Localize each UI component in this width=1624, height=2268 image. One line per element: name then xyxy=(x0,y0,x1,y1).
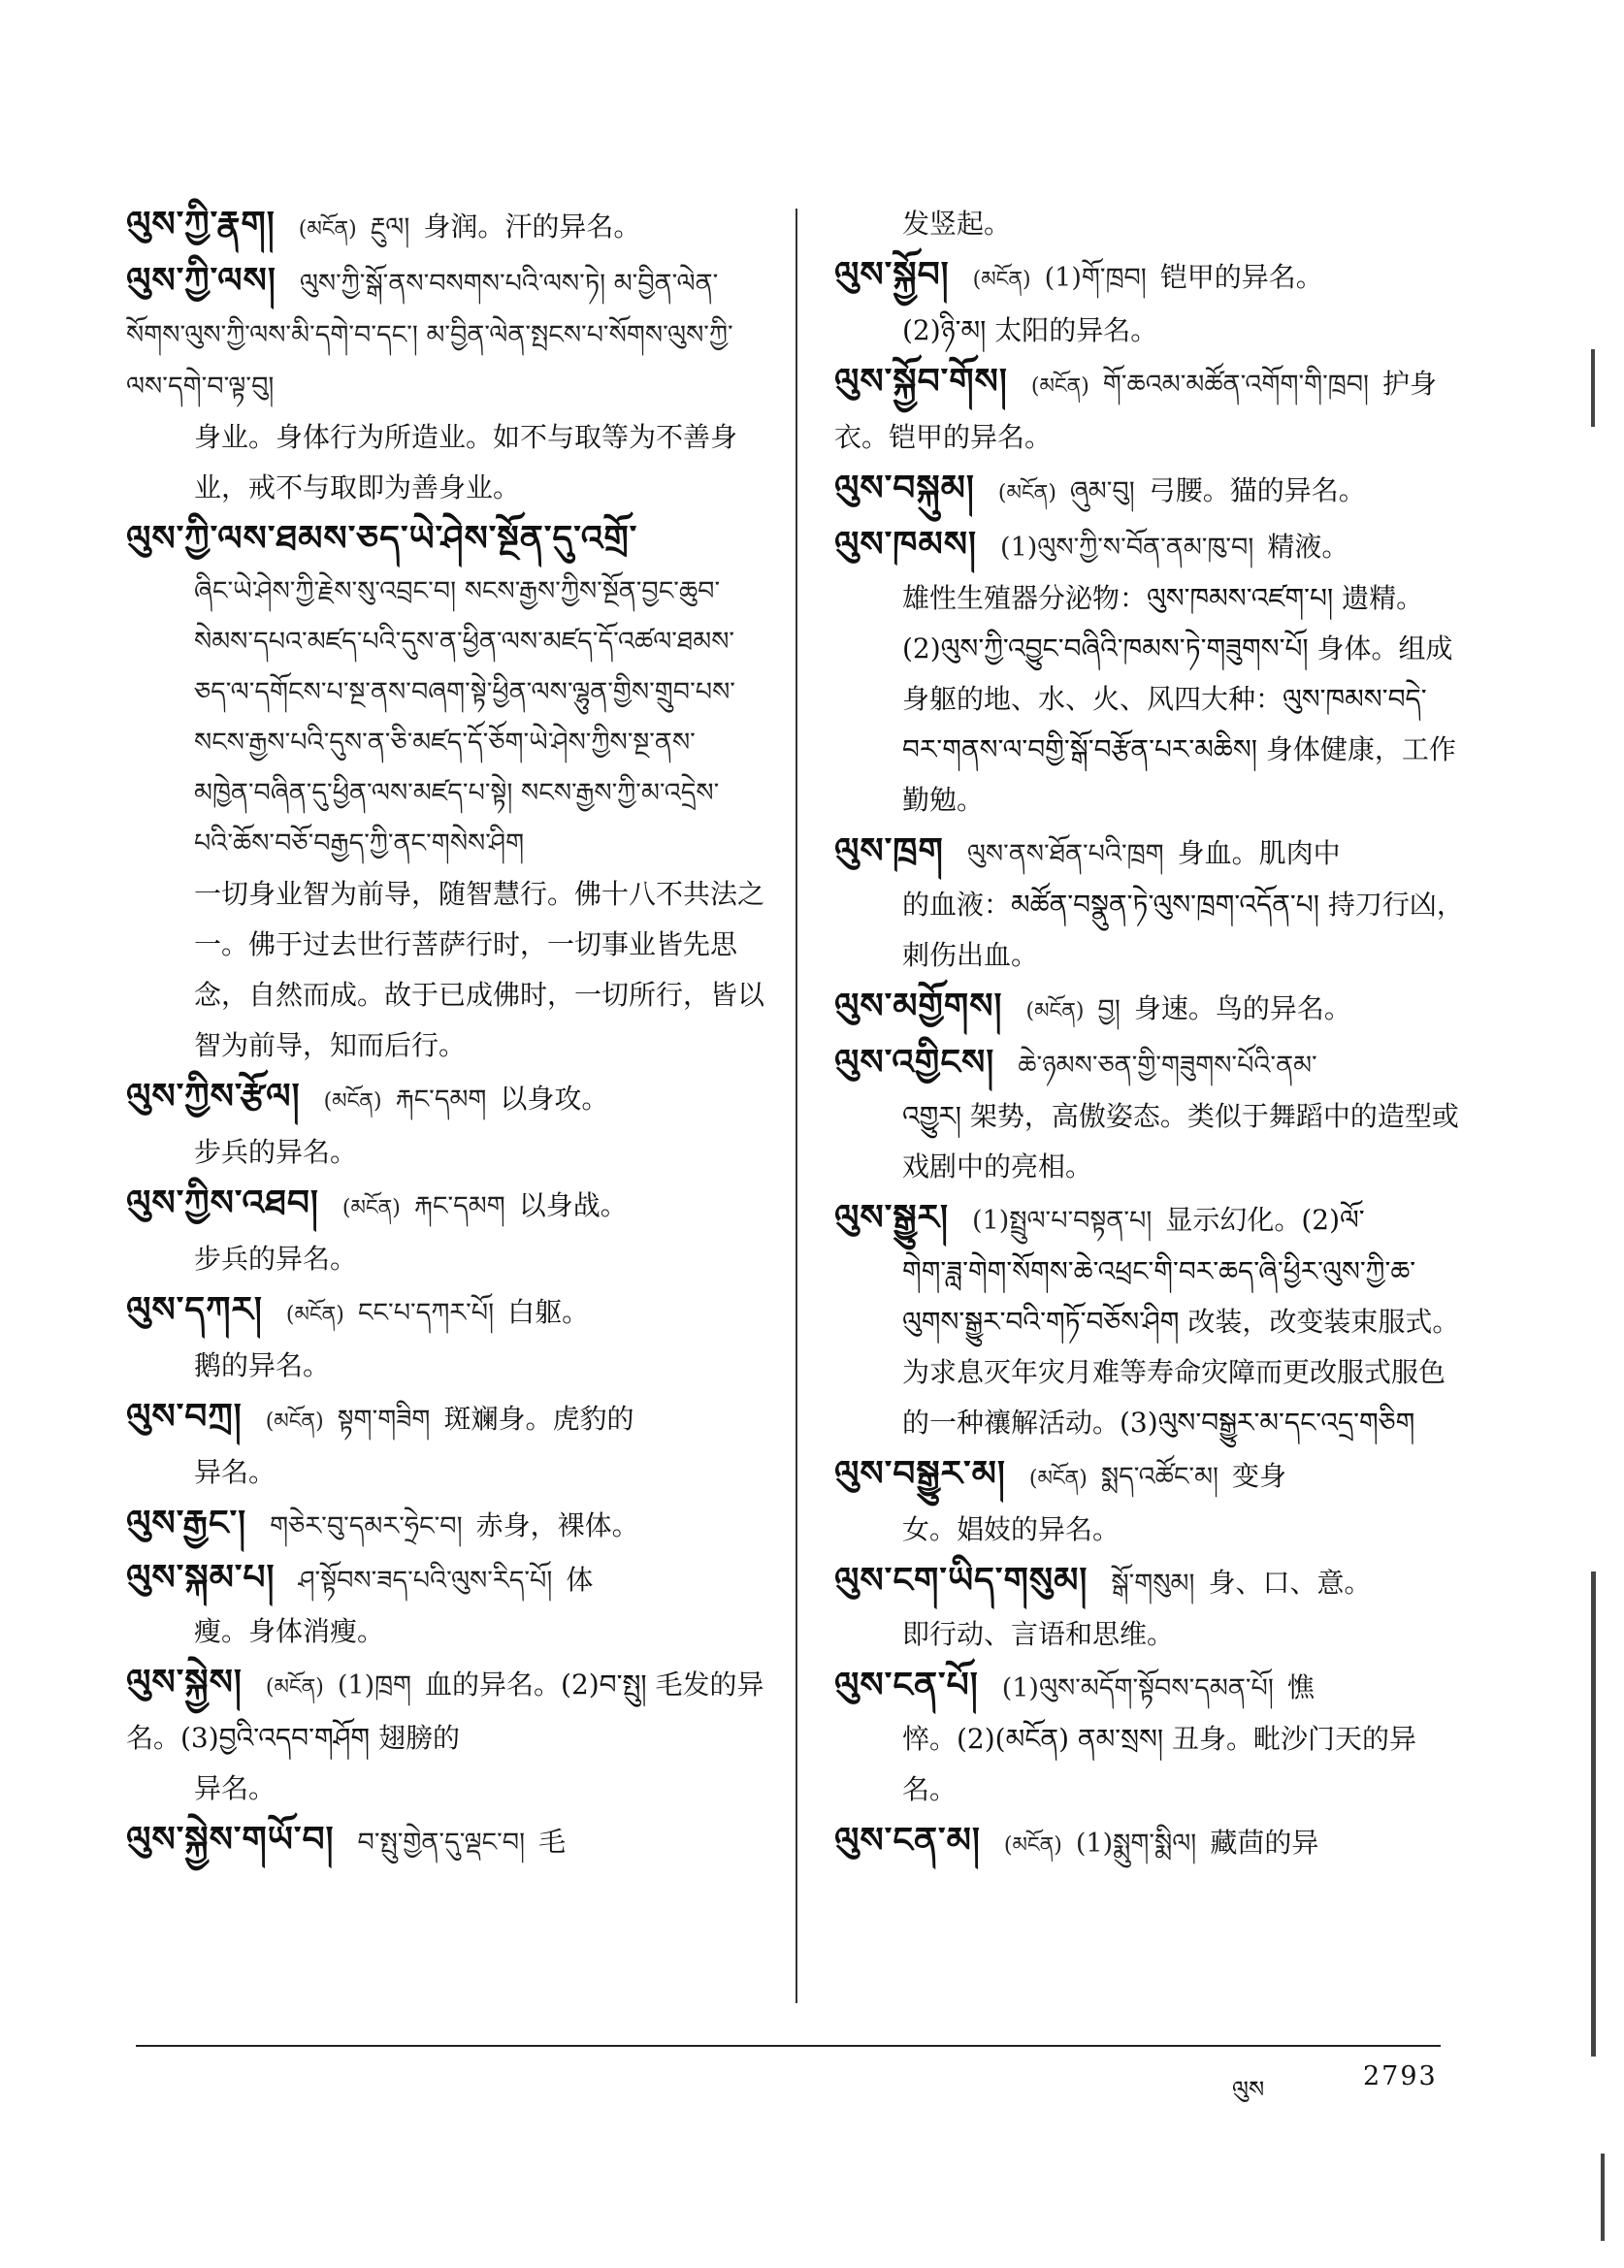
entry-tibetan-definition: སྟག་གཟིག xyxy=(337,1405,431,1435)
entry-headword: ལུས་མགྱོགས། xyxy=(834,986,1003,1026)
entry-chinese-gloss: 身、口、意。 xyxy=(1208,1567,1372,1599)
scan-edge-mark xyxy=(1601,2154,1605,2241)
entry-chinese-gloss: 以身攻。 xyxy=(500,1083,609,1115)
entry-register-tag: (མངོན) xyxy=(298,217,357,242)
entry-tibetan-definition: གཅེར་བུ་དམར་ཧྲེང་བ། xyxy=(270,1511,463,1541)
dictionary-entry xyxy=(834,1555,1465,1660)
entry-register-tag: (མངོན) xyxy=(972,268,1031,292)
dictionary-entry xyxy=(126,1552,766,1657)
entry-headword: ལུས་ཀྱི་ལས། xyxy=(126,260,276,301)
dictionary-entry xyxy=(834,463,1465,519)
dictionary-entry xyxy=(834,1660,1465,1815)
entry-tibetan-definition: (1)ཁྲག xyxy=(337,1670,412,1701)
dictionary-entry xyxy=(834,1815,1465,1871)
entry-tibetan-definition: གོ་ཆའམ་མཚོན་འགོག་གི་ཁྲབ། xyxy=(1102,370,1370,400)
dictionary-entry xyxy=(834,1192,1465,1448)
entry-headword: ལུས་ངན་པོ། xyxy=(834,1665,979,1705)
entry-register-tag: (མངོན) xyxy=(1003,1833,1062,1858)
dictionary-entry xyxy=(834,249,1465,356)
entry-tibetan-continuation: ཞིང་ཡེ་ཤེས་ཀྱི་རྗེས་སུ་འབྲང་བ། སངས་རྒྱས་ཀྱིས་སྔོན་བྱང་ཆུབ་སེམས་དཔའ་མཛད་པའི་དུས་ན་ཕྱིན་ལས་མཛད་དོ་འཚལ་ཐམས་ཅད་ལ་དགོངས་པ་སྔ་ནས་བཞག་སྟེ་ཕྱིན་ལས་ལྷུན་གྱིས་གྲུབ་པས་སངས་རྒྱས་པའི་དུས་ན་ཅི་མཛད་དོ་ཅོག་ཡེ་ཤེས་ཀྱིས་སྔ་ནས་མཁྱེན་བཞིན་དུ་ཕྱིན་ལས་མཛད་པ་སྟེ། སངས་རྒྱས་ཀྱི་མ་འདྲེས་པའི་ཆོས་བཅོ་བརྒྱད་ཀྱི་ནང་གསེས་ཤིག xyxy=(194,576,735,859)
dictionary-entry xyxy=(834,519,1465,826)
left-column xyxy=(126,199,766,1868)
entry-tibetan-definition: སྨད་འཚོང་མ། xyxy=(1100,1462,1219,1492)
entry-continuation: 异名。 xyxy=(194,1772,276,1804)
dictionary-entry xyxy=(126,199,766,255)
entry-chinese-gloss: 斑斓身。虎豹的 xyxy=(443,1403,634,1435)
entry-chinese-gloss: 铠甲的异名。 xyxy=(1159,261,1323,293)
entry-headword: ལུས་ཀྱི་རྣག། xyxy=(126,204,276,244)
dictionary-entry xyxy=(834,1448,1465,1555)
entry-headword: ལུས་ངན་མ། xyxy=(834,1820,981,1861)
page-number: 2793 xyxy=(1363,2061,1438,2091)
dictionary-entry xyxy=(834,826,1465,981)
entry-register-tag: (མངོན) xyxy=(285,1303,344,1327)
entry-register-tag: (མངོན) xyxy=(997,481,1056,505)
entry-tibetan-definition: (1)སྤྲུལ་པ་བསྟན་པ། xyxy=(972,1206,1153,1236)
entry-headword: ལུས་ཀྱི་ལས་ཐམས་ཅད་ཡེ་ཤེས་སྔོན་དུ་འགྲོ་ xyxy=(126,518,638,559)
entry-chinese-gloss: 毛 xyxy=(538,1826,567,1858)
dictionary-entry xyxy=(126,1657,766,1814)
entry-tibetan-definition: (1)ལུས་མདོག་སྟོབས་དམན་པོ། xyxy=(1001,1673,1274,1703)
entry-continuation: གེག་ཟླ་གེག་སོགས་ཆེ་འཕྲང་གི་བར་ཆད་ཞི་ཕྱིར་ལུས་ཀྱི་ཆ་ལུགས་སྒྱུར་བའི་གཏོ་བཅོས་ཤིག 改装，改变装束服式。为求息灭年灾月难等寿命灾障而更改服式服色的一种禳解活动。(3)ལུས་བསྒྱུར་མ་དང་འདྲ་གཅིག xyxy=(902,1255,1460,1439)
entry-continuation: 步兵的异名。 xyxy=(194,1243,358,1275)
entry-headword: ལུས་བསྒྱུར་མ། xyxy=(834,1453,1006,1494)
entry-headword: ལུས་འགྱིངས། xyxy=(834,1042,995,1083)
entry-tibetan-definition: རྐང་དམག xyxy=(395,1085,487,1115)
entry-tibetan-definition: ངང་པ་དཀར་པོ། xyxy=(357,1298,495,1328)
entry-chinese-gloss: 体 xyxy=(566,1564,594,1596)
entry-register-tag: (མངོན) xyxy=(323,1089,382,1114)
entry-continuation: འགྱུར། 架势，高傲姿态。类似于舞蹈中的造型或戏剧中的亮相。 xyxy=(902,1100,1459,1183)
bottom-rule xyxy=(136,2045,1441,2047)
entry-tibetan-definition: (1)སྨུག་སྨིལ། xyxy=(1075,1829,1197,1859)
entry-headword: ལུས་སྐྱོབ། xyxy=(834,254,950,295)
entry-chinese-gloss: 以身战。 xyxy=(518,1189,628,1221)
dictionary-entry xyxy=(126,1814,766,1868)
entry-chinese-gloss: 赤身，裸体。 xyxy=(475,1509,639,1541)
entry-continuation: 悴。(2)(མངོན) ནམ་སྲས། 丑身。毗沙门天的异名。 xyxy=(902,1723,1417,1805)
entry-chinese-gloss: 变身 xyxy=(1232,1460,1287,1492)
entry-chinese-gloss: 弓腰。猫的异名。 xyxy=(1148,474,1366,506)
entry-continuation: 女。娼妓的异名。 xyxy=(902,1513,1121,1545)
entry-headword: ལུས་སྐམ་པ། xyxy=(126,1557,276,1598)
entry-register-tag: (མངོན) xyxy=(341,1196,401,1220)
entry-headword: ལུས་བསྐུམ། xyxy=(834,468,975,508)
entry-tibetan-definition: ལུས་ཀྱི་སྒོ་ནས་བསགས་པའི་ལས་ཏེ། མ་བྱིན་ལེན་སོགས་ལུས་ཀྱི་ལས་མི་དགེ་བ་དང་། མ་བྱིན་ལེན་སྤངས་པ་སོགས་ལུས་ཀྱི་ལས་དགེ་བ་ལྟ་བུ། xyxy=(126,269,733,402)
entry-continuation: 的血液：མཚོན་བསྣུན་ཏེ་ལུས་ཁྲག་འདོན་པ། 持刀行凶，刺伤出血。 xyxy=(902,889,1464,971)
entry-register-tag: (མངོན) xyxy=(265,1409,324,1434)
entry-continuation: 鹅的异名。 xyxy=(194,1349,331,1381)
entry-tibetan-definition: ལུས་ནས་ཐོན་པའི་ཁྲག xyxy=(966,839,1164,869)
entry-continuation: 步兵的异名。 xyxy=(194,1136,358,1168)
entry-continuation: 发竖起。 xyxy=(902,208,1012,240)
entry-register-tag: (མངོན) xyxy=(1028,1467,1088,1491)
entry-tibetan-definition: རྐང་དམག xyxy=(413,1191,505,1221)
entry-tibetan-definition: (1)ལུས་ཀྱི་ས་བོན་ནམ་ཁུ་བ། xyxy=(1000,533,1254,563)
dictionary-entry xyxy=(126,1284,766,1391)
dictionary-entry xyxy=(834,199,1465,249)
scan-edge-mark xyxy=(1591,1571,1596,2057)
entry-tibetan-definition: སྒོ་གསུམ། xyxy=(1111,1569,1195,1599)
entry-chinese-gloss: 显示幻化。(2)ལོ་ xyxy=(1165,1204,1365,1236)
entry-tibetan-definition: ཞུམ་བུ། xyxy=(1069,476,1135,506)
dictionary-entry xyxy=(126,1391,766,1498)
entry-continuation: 即行动、言语和思维。 xyxy=(902,1618,1175,1650)
entry-register-tag: (མངོན) xyxy=(1030,374,1089,399)
entry-tibetan-definition: བྱ། xyxy=(1097,994,1121,1024)
entry-tibetan-definition: ཆེ་ཉམས་ཅན་གྱི་གཟུགས་པོའི་ནམ་ xyxy=(1018,1051,1317,1081)
entry-headword: ལུས་རྒྱང་། xyxy=(126,1503,247,1543)
dictionary-entry xyxy=(126,1071,766,1178)
dictionary-entry xyxy=(126,255,766,513)
dictionary-entry xyxy=(126,1178,766,1284)
entry-continuation: 瘦。身体消瘦。 xyxy=(194,1615,385,1647)
entry-headword: ལུས་ཁྲག xyxy=(834,830,944,871)
scan-edge-mark xyxy=(1591,349,1595,427)
entry-headword: ལུས་ངག་ཡིད་གསུམ། xyxy=(834,1560,1088,1601)
entry-tibetan-definition: རྔུལ། xyxy=(370,212,410,243)
entry-headword: ལུས་སྒྱུར། xyxy=(834,1197,949,1238)
entry-headword: ལུས་ཀྱིས་འཐབ། xyxy=(126,1183,319,1223)
entry-tibetan-definition: (1)གོ་ཁྲབ། xyxy=(1044,263,1147,293)
entry-headword: ལུས་བཀྲ། xyxy=(126,1396,243,1437)
entry-tibetan-definition: ཤ་སྟོབས་ཟད་པའི་ལུས་རིད་པོ། xyxy=(298,1566,553,1596)
dictionary-entry xyxy=(126,1498,766,1552)
entry-register-tag: (མངོན) xyxy=(265,1675,324,1700)
column-divider xyxy=(796,209,797,2003)
dictionary-entry xyxy=(126,513,766,1071)
entry-headword: ལུས་སྐྱེས། xyxy=(126,1662,243,1702)
dictionary-entry xyxy=(834,1037,1465,1192)
footer-running-word: ལུས xyxy=(1232,2076,1265,2103)
dictionary-entry xyxy=(834,981,1465,1037)
entry-continuation: (2)ཉི་མ། 太阳的异名。 xyxy=(902,314,1158,346)
entry-continuation: 异名。 xyxy=(194,1456,276,1488)
entry-chinese-gloss: 血的异名。(2)བ་སྤུ། 毛发的异名。(3)བྱའི་འདབ་གཤོག 翅膀的 xyxy=(126,1669,764,1754)
entry-headword: ལུས་སྐྱོབ་གོས། xyxy=(834,361,1008,402)
entry-continuation: 身业。身体行为所造业。如不与取等为不善身业，戒不与取即为善身业。 xyxy=(194,421,738,503)
entry-chinese-gloss: 白躯。 xyxy=(507,1296,590,1328)
entry-chinese-gloss: 精液。 xyxy=(1267,531,1349,563)
entry-continuation: 一切身业智为前导，随智慧行。佛十八不共法之一。佛于过去世行菩萨行时，一切事业皆先思念，自然而成。故于已成佛时，一切所行，皆以智为前导，知而后行。 xyxy=(194,878,765,1061)
entry-chinese-gloss: 藏茴的异 xyxy=(1210,1827,1319,1859)
entry-headword: ལུས་ཁམས། xyxy=(834,524,978,565)
right-column xyxy=(834,199,1465,1871)
entry-chinese-gloss: 身润。汗的异名。 xyxy=(423,211,641,243)
entry-register-tag: (མངོན) xyxy=(1025,999,1085,1023)
entry-chinese-gloss: 憔 xyxy=(1286,1671,1315,1703)
entry-headword: ལུས་ཀྱིས་རྩོལ། xyxy=(126,1076,301,1117)
entry-chinese-gloss: 身速。鸟的异名。 xyxy=(1133,992,1351,1024)
entry-chinese-gloss: 身血。肌肉中 xyxy=(1177,837,1341,869)
entry-headword: ལུས་སྐྱེས་གཡོ་བ། xyxy=(126,1819,335,1860)
entry-headword: ལུས་དཀར། xyxy=(126,1289,263,1330)
entry-tibetan-definition: བ་སྤུ་གྱེན་དུ་ལྡང་བ། xyxy=(357,1828,526,1858)
entry-chinese-gloss: 护身衣。铠甲的异名。 xyxy=(834,368,1438,453)
dictionary-entry xyxy=(834,356,1465,463)
entry-continuation: 雄性生殖器分泌物：ལུས་ཁམས་འཛག་པ། 遗精。(2)ལུས་ཀྱི་འབྱུང་བཞིའི་ཁམས་ཏེ་གཟུགས་པོ། 身体。组成身躯的地、水、火、风四大种：ལུས་ཁམས་བདེ་བར་གནས་ལ་བགྱི་སྒོ་བརྩོན་པར་མཆིས། 身体健康，工作勤勉。 xyxy=(902,582,1456,816)
